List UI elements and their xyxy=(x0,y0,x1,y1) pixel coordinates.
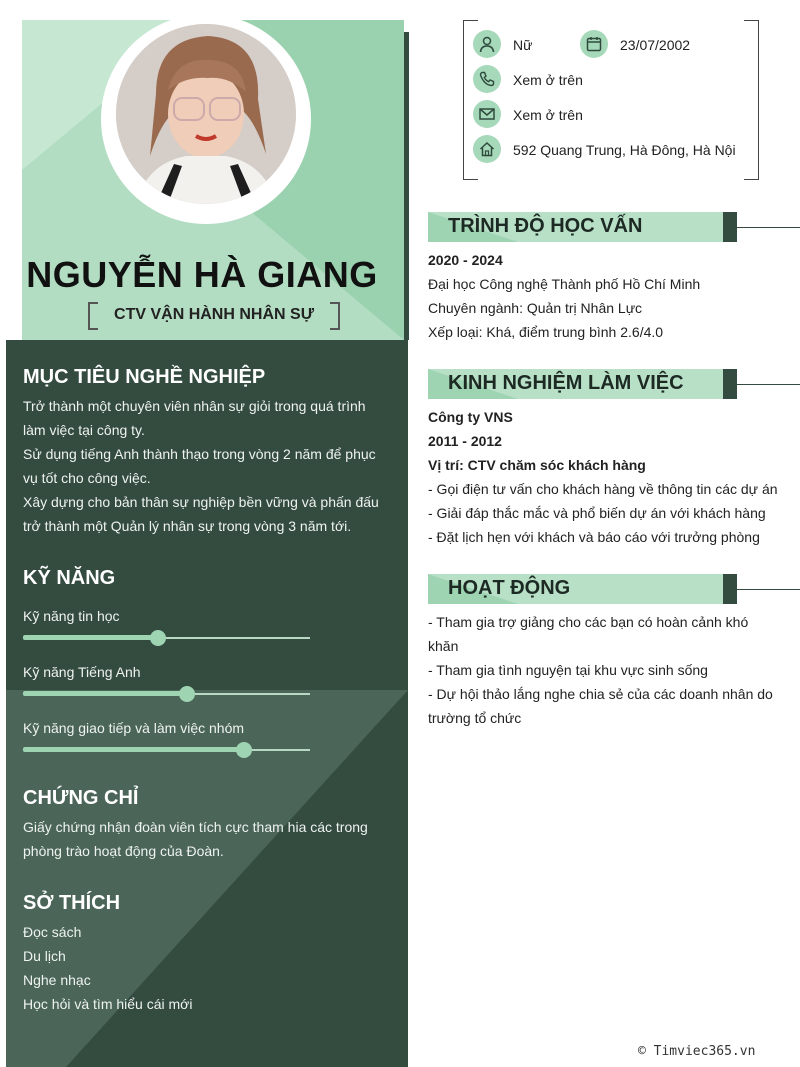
experience-duty: - Đặt lịch hẹn với khách và báo cáo với trưởng phòng xyxy=(428,529,760,545)
phone-value: Xem ở trên xyxy=(513,72,583,88)
activity-line: - Tham gia trợ giảng cho các bạn có hoàn cảnh khó xyxy=(428,614,749,630)
experience-duty: - Gọi điện tư vấn cho khách hàng về thông tin các dự án xyxy=(428,481,778,497)
skills-heading: KỸ NĂNG xyxy=(23,567,116,589)
skill-item xyxy=(23,664,313,712)
career-goal-line: Sử dụng tiếng Anh thành thạo trong vòng 2 năm để phục xyxy=(23,446,376,462)
activities-heading: HOẠT ĐỘNG xyxy=(448,577,571,599)
career-goal-line: trở thành một Quản lý nhân sự trong vòng 3 năm tới. xyxy=(23,518,352,534)
job-title: CTV VẬN HÀNH NHÂN SỰ xyxy=(114,306,314,323)
education-line: Đại học Công nghệ Thành phố Hồ Chí Minh xyxy=(428,276,701,292)
section-bar-end xyxy=(723,212,737,242)
activity-line: - Dự hội thảo lắng nghe chia sẻ của các doanh nhân do xyxy=(428,686,773,702)
section-connector-line xyxy=(737,589,800,590)
certificate-line: phòng trào hoạt động của Đoàn. xyxy=(23,843,224,859)
education-heading-bar xyxy=(428,212,724,242)
phone-icon xyxy=(473,65,501,93)
skill-label: Kỹ năng tin học xyxy=(23,608,120,624)
hobby-item: Đọc sách xyxy=(23,924,82,940)
education-details xyxy=(428,248,775,344)
experience-period: 2011 - 2012 xyxy=(428,433,502,449)
hobby-item: Du lịch xyxy=(23,948,66,964)
career-goal-line: Trở thành một chuyên viên nhân sự giỏi trong quá trình xyxy=(23,398,366,414)
skill-item xyxy=(23,608,313,656)
experience-duty: - Giải đáp thắc mắc và phổ biến dự án với khách hàng xyxy=(428,505,766,521)
career-goal-heading: MỤC TIÊU NGHỀ NGHIỆP xyxy=(23,366,266,388)
birthday-value: 23/07/2002 xyxy=(620,37,691,53)
calendar-icon xyxy=(580,30,608,58)
education-heading: TRÌNH ĐỘ HỌC VẤN xyxy=(448,215,643,237)
section-connector-line xyxy=(737,227,800,228)
career-goal-text xyxy=(23,394,384,538)
experience-position: Vị trí: CTV chăm sóc khách hàng xyxy=(428,457,646,473)
contact-info-box xyxy=(463,20,759,180)
skill-fill xyxy=(23,747,244,752)
avatar-image xyxy=(116,24,296,204)
experience-heading-bar xyxy=(428,369,724,399)
activity-line: trường tổ chức xyxy=(428,710,522,726)
activities-heading-bar xyxy=(428,574,724,604)
job-title-bracket xyxy=(88,302,340,328)
activity-line: - Tham gia tình nguyện tại khu vực sinh sống xyxy=(428,662,708,678)
career-goal-line: Xây dựng cho bản thân sự nghiệp bền vững và phấn đấu xyxy=(23,494,379,510)
skill-label: Kỹ năng Tiếng Anh xyxy=(23,664,141,680)
skill-level-knob xyxy=(150,630,166,646)
mail-icon xyxy=(473,100,501,128)
education-line: Chuyên ngành: Quản trị Nhân Lực xyxy=(428,300,643,316)
hobby-item: Học hỏi và tìm hiểu cái mới xyxy=(23,996,193,1012)
header-edge-accent xyxy=(404,32,409,340)
certificates-text xyxy=(23,815,384,863)
gender-value: Nữ xyxy=(513,37,533,53)
activity-line: khăn xyxy=(428,638,459,654)
education-line: Xếp loại: Khá, điểm trung bình 2.6/4.0 xyxy=(428,324,664,340)
email-value: Xem ở trên xyxy=(513,107,583,123)
career-goal-line: làm việc tại công ty. xyxy=(23,422,145,438)
skill-label: Kỹ năng giao tiếp và làm việc nhóm xyxy=(23,720,245,736)
avatar xyxy=(116,24,296,204)
hobbies-heading: SỞ THÍCH xyxy=(23,892,121,914)
contact-bracket-right xyxy=(744,20,759,180)
skill-level-knob xyxy=(236,742,252,758)
section-bar-end xyxy=(723,369,737,399)
person-icon xyxy=(473,30,501,58)
experience-details xyxy=(428,405,778,549)
certificate-line: Giấy chứng nhận đoàn viên tích cực tham hia các trong xyxy=(23,819,368,835)
hobby-item: Nghe nhạc xyxy=(23,972,91,988)
experience-heading: KINH NGHIỆM LÀM VIỆC xyxy=(448,372,684,394)
home-icon xyxy=(473,135,501,163)
skill-fill xyxy=(23,691,187,696)
watermark-footer: © Timviec365.vn xyxy=(638,1044,756,1059)
experience-company: Công ty VNS xyxy=(428,409,513,425)
skill-item xyxy=(23,720,313,768)
section-connector-line xyxy=(737,384,800,385)
candidate-name: NGUYỄN HÀ GIANG xyxy=(26,254,378,295)
section-bar-end xyxy=(723,574,737,604)
skill-fill xyxy=(23,635,158,640)
address-value: 592 Quang Trung, Hà Đông, Hà Nội xyxy=(513,142,736,158)
hobbies-list xyxy=(23,920,384,1016)
certificates-heading: CHỨNG CHỈ xyxy=(23,787,139,809)
career-goal-line: vụ tốt cho công việc. xyxy=(23,470,151,486)
education-period: 2020 - 2024 xyxy=(428,252,503,268)
skill-level-knob xyxy=(179,686,195,702)
activities-details xyxy=(428,610,775,730)
